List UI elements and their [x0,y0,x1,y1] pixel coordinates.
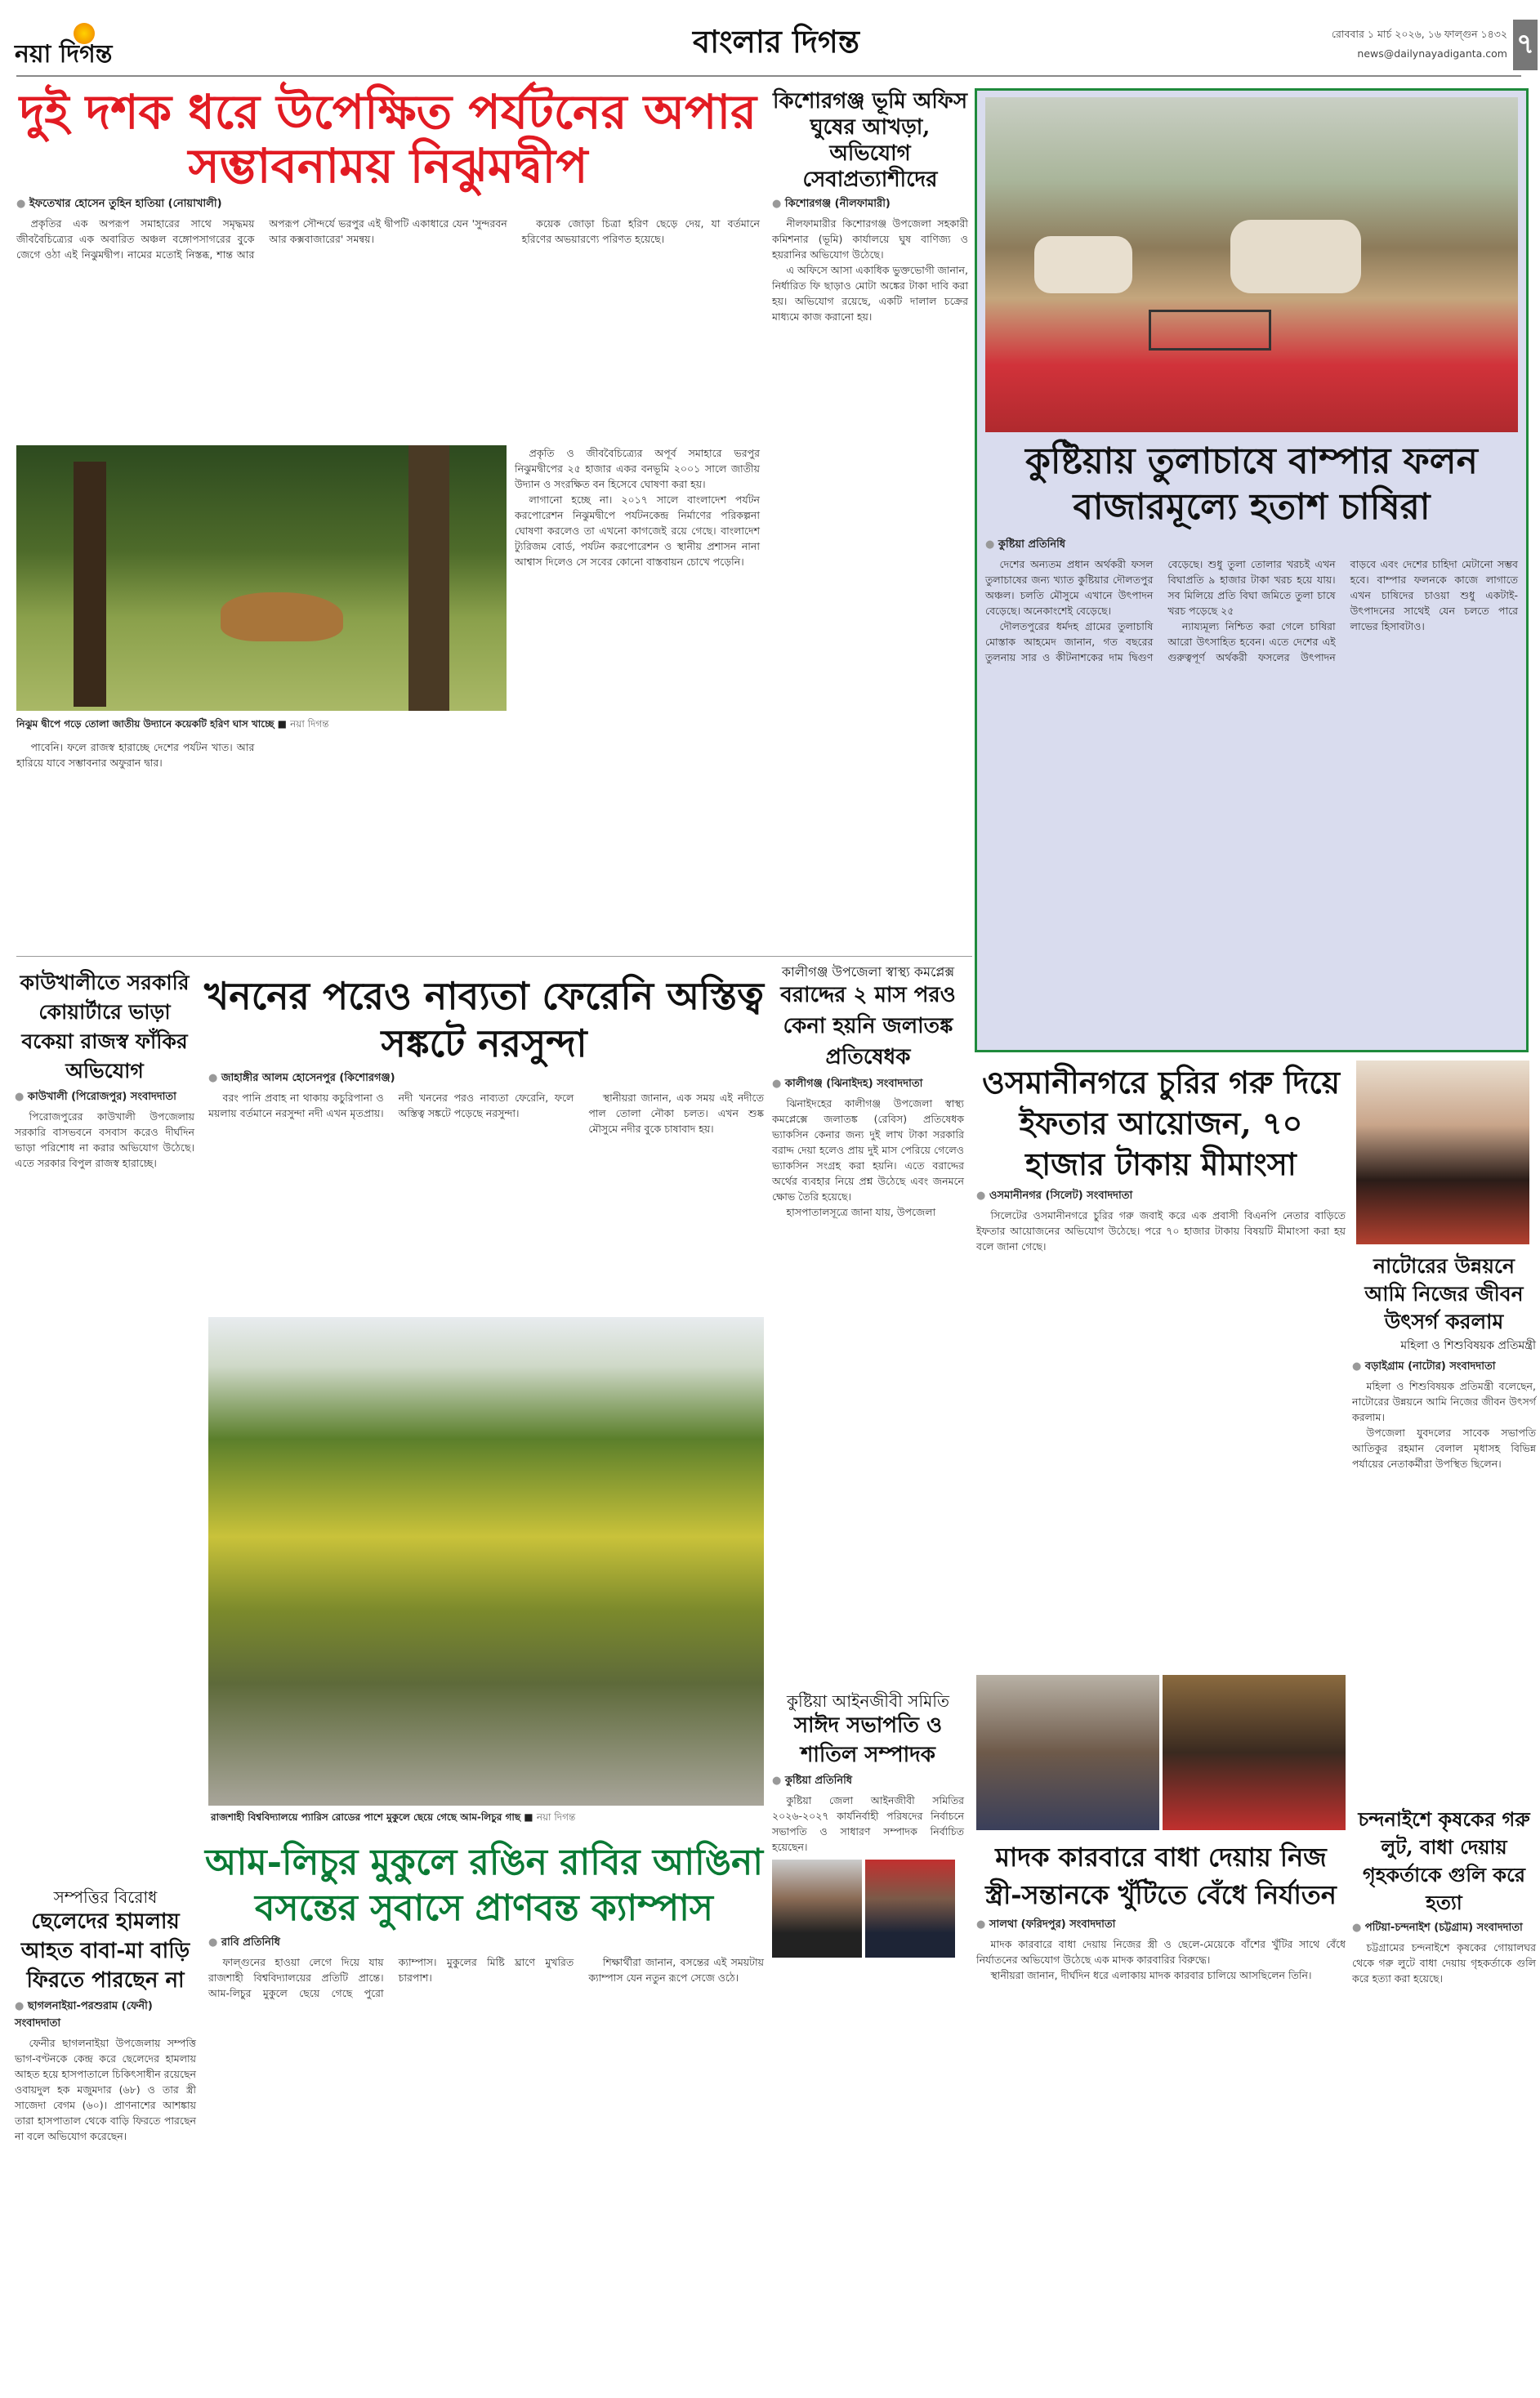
article-body [772,216,968,324]
kishoreganj-article [772,88,968,324]
paragraph: স্থানীয়রা জানান, এক সময় এই নদীতে পাল তোলা নৌকা চলত। এখন শুষ্ক মৌসুমে নদীর বুকে চাষাবাদ হয়। [588,1092,764,1135]
article-body [208,1090,764,1136]
paragraph: দেশের অন্যতম প্রধান অর্থকরী ফসল তুলাচাষের জন্য খ্যাত কুষ্টিয়ার দৌলতপুর অঞ্চল। চলতি মৌসুমে এখানে উৎপাদন বেড়েছে। অনেকাংশেই বেড়েছে। [985,558,1154,617]
kaukhali-article [15,968,194,1171]
property-dispute-article [15,1887,196,2144]
paragraph: মহিলা ও শিশুবিষয়ক প্রতিমন্ত্রী বলেছেন, নাটোরের উন্নয়নে আমি নিজের জীবন উৎসর্গ করলাম। [1352,1380,1536,1423]
headline: কুষ্টিয়ায় তুলাচাষে বাম্পার ফলন বাজারমূল্যে হতাশ চাষিরা [1025,440,1478,528]
kaliganj-article [772,964,964,1220]
article-body [985,556,1518,665]
paragraph: কুষ্টিয়া জেলা আইনজীবী সমিতির ২০২৬-২০২৭ কার্যনির্বাহী পরিষদের নির্বাচনে সভাপতি ও সাধারণ সম্পাদক নির্বাচিত হয়েছেন। [772,1794,964,1853]
section-title: বাংলার দিগন্ত [693,23,859,60]
paragraph: কয়েক জোড়া চিত্রা হরিণ ছেড়ে দেয়, যা বর্তমানে হরিণের অভয়ারণ্যে পরিণত হয়েছে। [521,217,760,245]
photo-caption: রাজশাহী বিশ্ববিদ্যালয়ে প্যারিস রোডের পাশে মুকুলে ছেয়ে গেছে আম-লিচুর গাছ ■ নয়া দিগন্ত [211,1811,576,1823]
issue-date: রোববার ১ মার্চ ২০২৬, ১৬ ফাল্গুন ১৪৩২ [1331,28,1507,40]
paragraph: ন্যায্যমূল্য নিশ্চিত করা গেলে চাষিরা আরো উৎসাহিত হবেন। এতে দেশের এই গুরুত্বপূর্ণ অর্থকরী ফসলের উৎপাদন বাড়বে এবং দেশের চাহিদা মেটানো সম্ভব হবে। বাম্পার ফলনকে কাজে লাগাতে এখন চাষিদের চাওয়া শুধু একটাই- উৎপাদনের সাথেই যেন চলতে পারে লাভের হিসাবটাও। [1167,558,1518,663]
headline: ছেলেদের হামলায় আহত বাবা-মা বাড়ি ফিরতে পারছেন না [20,1909,190,1993]
article-body-cont [16,739,760,770]
byline: ● ওসমানীনগর (সিলেট) সংবাদদাতা [976,1188,1346,1205]
kicker: কালীগঞ্জ উপজেলা স্বাস্থ্য কমপ্লেক্স [781,964,955,980]
paragraph: সিলেটের ওসমানীনগরে চুরির গরু জবাই করে এক প্রবাসী বিএনপি নেতার বাড়িতে ইফতার আয়োজনের অভিযোগ উঠেছে। পরে ৭০ হাজার টাকায় বিষয়টি মীমাংসা করা হয় বলে জানা গেছে। [976,1209,1346,1253]
paragraph: হাসপাতালসূত্রে জানা যায়, উপজেলা [786,1206,936,1219]
headline: সাঈদ সভাপতি ও শাতিল সম্পাদক [793,1713,943,1767]
byline: ● কুষ্টিয়া প্রতিনিধি [772,1773,964,1790]
page-number: ৭ [1513,20,1538,70]
article-body [15,2035,196,2144]
cotton-market-photo [985,97,1518,432]
article-body [15,1109,194,1171]
kicker: কুষ্টিয়া আইনজীবী সমিতি [787,1691,949,1711]
headline: চন্দনাইশে কৃষকের গরু লুট, বাধা দেয়ায় গৃহকর্তাকে গুলি করে হত্যা [1358,1807,1530,1914]
paragraph: পিরোজপুরের কাউখালী উপজেলায় সরকারি বাসভবনে বসবাস করেও দীর্ঘদিন ভাড়া পরিশোধ না করার অভিযোগ উঠেছে। এতে সরকার বিপুল রাজস্ব হারাচ্ছে। [15,1110,194,1169]
byline: ● রাবি প্রতিনিধি [208,1935,764,1952]
kicker: সম্পত্তির বিরোধ [53,1887,158,1907]
madok-headline: মাদক কারবারে বাধা দেয়ায় নিজ স্ত্রী-সন্তানকে খুঁটিতে বেঁধে নির্যাতন [985,1842,1337,1910]
header-meta [1242,25,1507,64]
lawyers-article [772,1691,964,1963]
byline: ● ইফতেখার হোসেন তুহিন হাতিয়া (নোয়াখালী) [16,196,760,213]
paragraph: উপজেলা যুবদলের সাবেক সভাপতি আতিকুর রহমান বেলাল মৃধাসহ বিভিন্ন পর্যায়ের নেতাকর্মীরা উপস্থিত ছিলেন। [1352,1427,1536,1470]
caption-text: নিঝুম দ্বীপে গড়ে তোলা জাতীয় উদ্যানে কয়েকটি হরিণ ঘাস খাচ্ছে [16,718,275,730]
paragraph: প্রকৃতির এক অপরূপ সমাহারের সাথে সমৃদ্ধময় জীববৈচিত্র্যের এক অবারিত অঞ্চল বঙ্গোপসাগরের বুকে জেগে ওঠা এই নিঝুমদ্বীপ। নামের মতোই নিস্তব্ধ, শান্ত আর অপরূপ সৌন্দর্যে ভরপুর এই দ্বীপটি একাধারে যেন 'সুন্দরবন আর কক্সবাজারের' সমন্বয়। [16,217,507,261]
article-body [772,1096,964,1220]
minister-photo [1356,1061,1529,1244]
article-body [208,1954,764,2001]
article-body [772,1793,964,1855]
narsunda-headline: খননের পরেও নাব্যতা ফেরেনি অস্তিত্ব সঙ্কটে নরসুন্দা [204,974,764,1065]
paragraph: ফেনীর ছাগলনাইয়া উপজেলায় সম্পত্তি ভাগ-বণ্টনকে কেন্দ্র করে ছেলেদের হামলায় আহত হয়ে হাসপাতালে চিকিৎসাধীন রয়েছেন ওবায়দুল হক মজুমদার (৬৮) ও তার স্ত্রী সাজেদা বেগম (৬০)। প্রাণনাশের আশঙ্কায় তারা হাসপাতাল থেকে বাড়ি ফিরতে পারছেন না বলে অভিযোগ করেছেন। [15,2037,196,2142]
deer-photo [16,445,507,711]
portrait-photo [865,1860,955,1958]
headline: কাউখালীতে সরকারি কোয়ার্টারে ভাড়া বকেয়া রাজস্ব ফাঁকির অভিযোগ [20,971,190,1083]
photo-caption: নিঝুম দ্বীপে গড়ে তোলা জাতীয় উদ্যানে কয়েকটি হরিণ ঘাস খাচ্ছে ■ নয়া দিগন্ত [16,718,329,730]
headline: বরাদ্দের ২ মাস পরও কেনা হয়নি জলাতঙ্ক প্রতিষেধক [780,983,956,1070]
paragraph: শিক্ষার্থীরা জানান, বসন্তের এই সময়টায় ক্যাম্পাস যেন নতুন রূপে সেজে ওঠে। [588,1956,764,1984]
logo-text: নয়া দিগন্ত [15,40,113,69]
byline: ● জাহাঙ্গীর আলম হোসেনপুর (কিশোরগঞ্জ) [208,1070,764,1087]
article-body [976,1208,1346,1254]
natore-article [1352,1253,1536,1471]
mango-trees-photo [208,1317,764,1806]
kushtia-feature-box [975,88,1529,1052]
photo-credit: নয়া দিগন্ত [290,718,329,730]
article-body-cont [515,445,760,569]
paragraph: স্থানীয়রা জানান, দীর্ঘদিন ধরে এলাকায় মাদক কারবার চালিয়ে আসছিলেন তিনি। [990,1969,1312,1981]
narsunda-article [204,972,764,1136]
paragraph: প্রকৃতি ও জীববৈচিত্র্যের অপূর্ব সমাহারে ভরপুর নিঝুমদ্বীপের ২৫ হাজার একর বনভূমি ২০০১ সালে জাতীয় উদ্যান ও সংরক্ষিত বন হিসেবে ঘোষণা করা হয়। [515,447,760,490]
article-body [1352,1378,1536,1471]
paragraph: ঝিনাইদহের কালীগঞ্জ উপজেলা স্বাস্থ্য কমপ্লেক্সে জলাতঙ্ক (রেবিস) প্রতিষেধক ভ্যাকসিন কেনার জন্য দুই লাখ টাকা সরকারি বরাদ্দ দেয়া হলেও প্রায় দুই মাস পেরিয়ে গেলেও ভ্যাকসিন সংগ্রহ করা হয়নি। এতে বরাদ্দের অর্থের ব্যবহার নিয়ে প্রশ্ন উঠেছে এবং জনমনে ক্ষোভ তৈরি হয়েছে। [772,1097,964,1203]
rabi-headline: আম-লিচুর মুকুলে রঙিন রাবির আঙিনা বসন্তের সুবাসে প্রাণবন্ত ক্যাম্পাস [204,1842,764,1929]
lead-article [12,85,764,262]
article-body [1352,1940,1536,1986]
chandanaish-article [1352,1806,1536,1986]
victim-photo [976,1675,1159,1830]
caption-text: রাজশাহী বিশ্ববিদ্যালয়ে প্যারিস রোডের পাশে মুকুলে ছেয়ে গেছে আম-লিচুর গাছ [211,1811,521,1823]
portrait-photo [772,1860,862,1958]
article-body [16,216,760,262]
portraits [772,1860,964,1958]
byline: ● বড়াইগ্রাম (নাটোর) সংবাদদাতা [1352,1359,1536,1376]
headline: নাটোরের উন্নয়নে আমি নিজের জীবন উৎসর্গ করলাম [1364,1254,1524,1333]
paragraph: চট্টগ্রামের চন্দনাইশে কৃষকের গোয়ালঘর থেকে গরু লুটে বাধা দেয়ায় গৃহকর্তাকে গুলি করে হত্যা করা হয়েছে। [1352,1941,1536,1985]
rabi-article [204,1811,764,2001]
paragraph: নীলফামারীর কিশোরগঞ্জ উপজেলা সহকারী কমিশনার (ভূমি) কার্যালয়ে ঘুষ বাণিজ্য ও হয়রানির অভিযোগ উঠেছে। [772,217,968,261]
byline: ● কাউখালী (পিরোজপুর) সংবাদদাতা [15,1089,194,1106]
byline: ● সালথা (ফরিদপুর) সংবাদদাতা [976,1917,1346,1934]
paragraph: দৌলতপুরের ধর্মদহ গ্রামের তুলাচাষি মোস্তাক আহমেদ জানান, গত বছরের তুলনায় সার ও কীটনাশকের দাম দ্বিগুণ বেড়েছে। শুধু তুলা তোলার খরচই এখন বিঘাপ্রতি ৯ হাজার টাকা খরচ হয়ে যায়। সব মিলিয়ে প্রতি বিঘা জমিতে তুলা চাষে খরচ পড়েছে ২৫ [985,558,1336,663]
paragraph: মাদক কারবারে বাধা দেয়ায় নিজের স্ত্রী ও ছেলে-মেয়েকে বাঁশের খুঁটির সাথে বেঁধে নির্যাতনের অভিযোগ উঠেছে এক মাদক কারবারির বিরুদ্ধে। [976,1938,1346,1966]
divider [16,956,972,957]
osmaninagar-headline: ওসমানীনগরে চুরির গরু দিয়ে ইফতার আয়োজন, ৭০ হাজার টাকায় মীমাংসা [982,1064,1340,1182]
byline: ● কিশোরগঞ্জ (নীলফামারী) [772,196,968,213]
paragraph: পাবেনি। ফলে রাজস্ব হারাচ্ছে দেশের পর্যটন খাত। আর হারিয়ে যাবে সম্ভাবনার অফুরান দ্বার। [16,741,255,769]
osmaninagar-article [976,1062,1346,1254]
article-body [976,1936,1346,1983]
subheadline: মহিলা ও শিশুবিষয়ক প্রতিমন্ত্রী [1400,1339,1536,1352]
paragraph: ফাল্গুনের হাওয়া লেগে দিয়ে যায় রাজশাহী বিশ্ববিদ্যালয়ের প্রতিটি প্রান্তে। আম-লিচুর মুকুলে ছেয়ে গেছে পুরো ক্যাম্পাস। মুকুলের মিষ্টি ঘ্রাণে মুখরিত চারপাশ। [208,1956,574,1999]
byline: ● পটিয়া-চন্দনাইশ (চট্টগ্রাম) সংবাদদাতা [1352,1920,1536,1937]
byline: ● কালীগঞ্জ (ঝিনাইদহ) সংবাদদাতা [772,1076,964,1093]
masthead-logo[interactable] [15,25,194,69]
headline: কিশোরগঞ্জ ভূমি অফিস ঘুষের আখড়া, অভিযোগ সেবাপ্রত্যাশীদের [772,89,968,192]
victim-photo [1163,1675,1346,1830]
right-column [1352,1061,1536,1471]
paragraph: এ অফিসে আসা একাধিক ভুক্তভোগী জানান, নির্ধারিত ফি ছাড়াও মোটা অঙ্কের টাকা দাবি করা হয়। অভিযোগ রয়েছে, একটি দালাল চক্রের মাধ্যমে কাজ করানো হয়। [772,264,968,323]
paragraph: লাগানো হচ্ছে না। ২০১৭ সালে বাংলাদেশ পর্যটন করপোরেশন নিঝুমদ্বীপে পর্যটনকেন্দ্র নির্মাণের পরিকল্পনা ঘোষণা করলেও তা এখনো কাগজেই রয়ে গেছে। বাংলাদেশ ট্যুরিজম বোর্ড, পর্যটন করপোরেশন ও স্থানীয় প্রশাসন নানা আশ্বাস দিলেও সে সবের কোনো বাস্তবায়ন চোখে পড়েনি। [515,493,760,568]
contact-email[interactable]: news@dailynayadiganta.com [1357,47,1507,60]
photo-credit: নয়া দিগন্ত [536,1811,576,1823]
lead-headline: দুই দশক ধরে উপেক্ষিত পর্যটনের অপার সম্ভাবনাময় নিঝুমদ্বীপ [19,84,757,194]
byline: ● ছাগলনাইয়া-পরশুরাম (ফেনী) সংবাদদাতা [15,1998,196,2033]
madok-photos [976,1675,1346,1830]
paragraph: বরং পানি প্রবাহ না থাকায় কচুরিপানা ও ময়লায় বর্তমানে নরসুন্দা নদী এখন মৃতপ্রায়। নদী খননের পরও নাব্যতা ফেরেনি, ফলে অস্তিত্ব সঙ্কটে পড়েছে নরসুন্দা। [208,1092,574,1119]
header-divider [16,75,1521,77]
madok-article [976,1675,1346,1983]
byline: ● কুষ্টিয়া প্রতিনিধি [985,537,1518,554]
